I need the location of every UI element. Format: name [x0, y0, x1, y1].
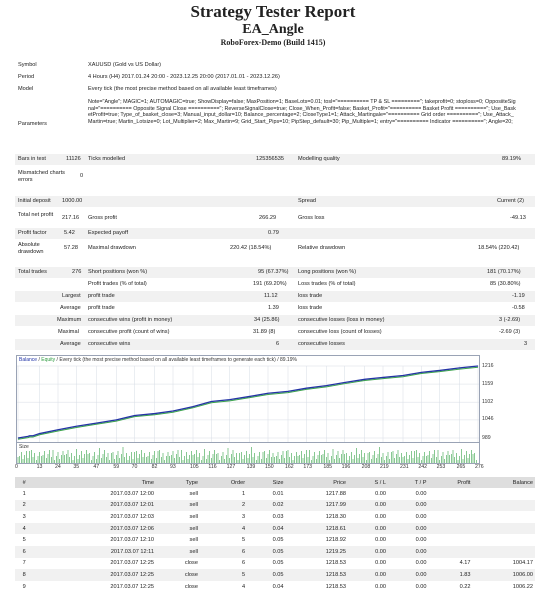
deal-cell: 0.00 [388, 569, 429, 581]
deal-cell: 2017.03.07 12:25 [110, 583, 154, 590]
deals-header-cell: Time [33, 477, 156, 488]
avg-cons-wins-value: 6 [276, 341, 280, 347]
x-tick-label: 150 [265, 464, 274, 470]
largest-profit-value: 11.12 [264, 293, 278, 299]
abs-drawdown-label: Absolute drawdown [18, 242, 44, 255]
deal-cell: close [184, 583, 198, 590]
x-tick-label: 116 [208, 464, 217, 470]
spread-label: Spread [298, 198, 317, 204]
deal-cell: 1004.17 [512, 560, 533, 567]
maximal-profit-value: 31.89 (8) [253, 329, 276, 335]
deal-cell: 0.00 [375, 490, 386, 497]
deal-cell: 0.00 [375, 537, 386, 544]
deal-cell: 0.00 [415, 513, 427, 520]
deals-header-cell: Order [200, 477, 247, 488]
deal-cell: 2017.03.07 12:03 [110, 513, 154, 520]
spread-value: Current (2) [497, 198, 525, 204]
avg-cons-wins-label: consecutive wins [88, 341, 131, 347]
mismatch-value: 0 [80, 173, 84, 179]
deal-cell: 1.83 [428, 569, 472, 581]
loss-trades-label: Loss trades (% of total) [298, 281, 356, 287]
deal-cell: sell [156, 500, 200, 512]
profit-trades-label: Profit trades (% of total) [88, 281, 147, 287]
deals-header-cell: S / L [348, 477, 388, 488]
deal-cell: 0.04 [247, 523, 285, 535]
deal-cell: 0.00 [415, 537, 427, 544]
deal-cell: 5 [200, 569, 247, 581]
deal-row [15, 558, 535, 570]
y-tick-label: 1216 [482, 362, 494, 369]
deal-row [15, 488, 535, 500]
x-tick-label: 59 [113, 464, 120, 470]
average-loss-value: -0.58 [512, 305, 525, 311]
net-profit-value: 217.16 [62, 215, 80, 221]
x-tick-label: 70 [131, 464, 138, 470]
x-tick-label: 185 [323, 464, 332, 470]
deal-cell: 0.00 [388, 523, 429, 535]
deal-row [15, 500, 535, 512]
deal-cell: 0.00 [375, 513, 386, 520]
deal-cell: 2017.03.07 12:06 [33, 523, 156, 535]
deal-cell: sell [189, 513, 198, 520]
x-tick-label: 47 [93, 464, 100, 470]
deal-cell: 2017.03.07 12:01 [33, 500, 156, 512]
largest-label: Largest [62, 293, 81, 299]
deals-table [15, 477, 535, 592]
chart-title-balance: Balance [19, 357, 38, 363]
ticks-value: 125356535 [256, 156, 284, 162]
deals-header-row [15, 477, 535, 488]
gross-loss-value: -49.13 [510, 215, 526, 221]
deal-cell: 0.05 [272, 560, 284, 567]
x-tick-label: 24 [55, 464, 61, 470]
x-tick-label: 196 [341, 464, 351, 470]
deal-cell: 1219.25 [286, 546, 348, 558]
deals-header-cell: Balance [472, 477, 535, 488]
deal-cell [472, 500, 535, 512]
deal-cell: 1006.00 [472, 569, 535, 581]
x-tick-label: 276 [475, 464, 484, 470]
deals-header-cell: # [15, 477, 33, 488]
short-positions-label: Short positions (won %) [88, 269, 148, 275]
deal-cell: 1218.61 [286, 523, 348, 535]
model-label: Model [18, 86, 34, 92]
deal-cell: 5 [22, 537, 26, 544]
deal-cell [472, 546, 535, 558]
deal-cell: 2017.03.07 12:25 [33, 569, 156, 581]
max-cons-wins-value: 34 (25.86) [254, 317, 280, 323]
symbol-value: XAUUSD (Gold vs US Dollar) [88, 62, 162, 68]
deal-row [15, 523, 535, 535]
deal-cell: 2017.03.07 12:00 [110, 490, 154, 497]
x-tick-label: 242 [418, 464, 427, 470]
x-tick-label: 105 [190, 464, 199, 470]
average-profit-value: 1.39 [268, 305, 279, 311]
expected-payoff-value: 0.79 [268, 230, 279, 236]
deal-cell [472, 523, 535, 535]
y-tick-label: 1159 [482, 380, 494, 387]
expert-name: EA_Angle [242, 22, 304, 37]
deal-cell [428, 488, 472, 500]
report-title: Strategy Tester Report [190, 2, 356, 21]
maximal-label: Maximal [58, 329, 79, 335]
deal-cell: 2 [15, 500, 33, 512]
deal-cell: 2017.03.07 12:10 [110, 537, 154, 544]
deal-cell: 3 [242, 513, 246, 520]
deal-cell: 0.00 [388, 500, 429, 512]
rel-drawdown-label: Relative drawdown [298, 245, 346, 251]
x-tick-label: 13 [36, 464, 43, 470]
x-tick-label: 253 [436, 464, 446, 470]
maximum-label: Maximum [57, 317, 82, 323]
deal-row [15, 511, 535, 523]
x-tick-label: 35 [73, 464, 80, 470]
deal-cell: 1218.53 [325, 560, 346, 567]
x-tick-label: 127 [226, 464, 236, 470]
deals-header-cell: Price [286, 477, 348, 488]
max-drawdown-label: Maximal drawdown [88, 245, 136, 251]
deal-cell: close [184, 560, 198, 567]
deal-cell [428, 523, 472, 535]
largest-loss-label: loss trade [298, 293, 323, 299]
deal-cell: 1217.99 [286, 500, 348, 512]
average-loss-label: loss trade [298, 305, 323, 311]
x-tick-label: 139 [246, 464, 256, 470]
chart-title-rest: / Every tick (the most precise method based on all available least timeframes to generate each tick) / 89.19% [56, 357, 297, 363]
deal-cell: 4 [15, 523, 33, 535]
size-chart [16, 442, 480, 464]
deal-cell: 2 [200, 500, 247, 512]
server-build: RoboForex-Demo (Build 1415) [220, 38, 326, 47]
quality-value: 89.19% [502, 156, 521, 162]
quality-label: Modelling quality [298, 156, 340, 162]
deals-body [15, 488, 535, 592]
y-tick-label: 1102 [482, 398, 494, 405]
x-tick-label: 265 [456, 464, 466, 470]
deal-cell: sell [156, 523, 200, 535]
chart-title-separator: / [38, 357, 40, 363]
deal-cell: 6 [242, 560, 246, 567]
gross-profit-label: Gross profit [88, 215, 117, 221]
deal-cell [428, 534, 472, 546]
equity-line [18, 367, 478, 439]
deal-cell: 0.00 [375, 560, 386, 567]
short-positions-value: 95 (67.37%) [258, 269, 289, 275]
deal-cell: 0.00 [388, 546, 429, 558]
deal-cell: 4.17 [459, 560, 471, 567]
deal-cell [472, 511, 535, 523]
deal-cell: 6 [200, 546, 247, 558]
deal-cell: 8 [15, 569, 33, 581]
deal-cell: 0.22 [459, 583, 471, 590]
largest-profit-label: profit trade [88, 293, 115, 299]
deal-cell: 3 [22, 513, 26, 520]
deals-header-cell: Type [156, 477, 200, 488]
max-cons-wins-label: consecutive wins (profit in money) [88, 317, 173, 323]
max-cons-losses-label: consecutive losses (loss in money) [298, 317, 385, 323]
period-value: 4 Hours (H4) 2017.01.24 20:00 - 2023.12.25 20:00 (2017.01.01 - 2023.12.26) [88, 74, 280, 80]
deal-cell: 0.00 [415, 583, 427, 590]
deal-cell: 1218.30 [325, 513, 346, 520]
balance-chart [16, 355, 480, 443]
chart-title-equity: Equity [41, 357, 56, 363]
x-tick-label: 173 [303, 464, 312, 470]
average-profit-label: profit trade [88, 305, 115, 311]
summary-stripe [15, 196, 535, 207]
deal-cell: 1 [242, 490, 246, 497]
y-tick-label: 1046 [482, 416, 494, 423]
symbol-label: Symbol [18, 62, 37, 68]
x-tick-label: 93 [170, 464, 176, 470]
deal-row [15, 569, 535, 581]
deal-cell: 1006.22 [512, 583, 533, 590]
deals-header-cell: T / P [388, 477, 429, 488]
deposit-label: Initial deposit [18, 198, 51, 204]
deal-cell: 1218.53 [286, 569, 348, 581]
max-drawdown-value: 220.42 (18.54%) [230, 245, 272, 251]
chart-title [19, 357, 297, 363]
expected-payoff-label: Expected payoff [88, 230, 129, 236]
report-header [0, 2, 546, 49]
deal-row [15, 534, 535, 546]
deal-cell [472, 534, 535, 546]
deals-header-cell: Size [247, 477, 285, 488]
max-cons-losses-value: 3 (-2.69) [499, 317, 521, 323]
x-tick-label: 82 [151, 464, 158, 470]
profit-factor-value: 5.42 [64, 230, 75, 236]
deals-header-cell: Profit [428, 477, 472, 488]
deal-cell: 0.03 [272, 513, 284, 520]
deal-cell: 5 [242, 537, 246, 544]
ticks-label: Ticks modelled [88, 156, 126, 162]
loss-trades-value: 85 (30.80%) [490, 281, 521, 287]
mismatch-label: Mismatched charts errors [18, 170, 65, 183]
deal-row [15, 581, 535, 593]
deal-cell: 0.00 [348, 546, 388, 558]
deal-cell: 9 [22, 583, 26, 590]
deal-cell: 0.02 [247, 500, 285, 512]
avg-cons-losses-label: consecutive losses [298, 341, 345, 347]
gross-loss-label: Gross loss [298, 215, 325, 221]
deal-cell: 4 [200, 523, 247, 535]
deal-cell: 1218.53 [325, 583, 346, 590]
deal-cell: 1 [22, 490, 26, 497]
deal-cell: 1218.92 [325, 537, 346, 544]
y-tick-label: 989 [482, 434, 491, 441]
size-chart-plot [17, 443, 479, 463]
gross-profit-value: 266.29 [259, 215, 277, 221]
profit-trades-value: 191 (69.20%) [253, 281, 287, 287]
balance-chart-plot [17, 356, 479, 442]
deal-cell: 0.05 [247, 569, 285, 581]
deal-cell: 0.05 [247, 546, 285, 558]
model-value: Every tick (the most precise method based on all available least timeframes) [88, 86, 277, 92]
deal-cell: 2017.03.07 12:25 [110, 560, 154, 567]
x-tick-label: 0 [15, 464, 18, 470]
maximal-loss-label: consecutive loss (count of losses) [298, 329, 382, 335]
deal-cell [428, 511, 472, 523]
deal-cell: sell [189, 490, 198, 497]
deal-cell: 7 [22, 560, 26, 567]
deal-cell: 0.00 [348, 523, 388, 535]
long-positions-label: Long positions (won %) [298, 269, 357, 275]
deal-cell: 0.00 [415, 560, 427, 567]
deal-cell: 4 [242, 583, 246, 590]
avg-cons-losses-value: 3 [524, 341, 528, 347]
parameters-label: Parameters [18, 121, 47, 127]
average-label: Average [60, 305, 81, 311]
deal-cell [428, 546, 472, 558]
total-trades-value: 276 [72, 269, 82, 275]
rel-drawdown-value: 18.54% (220.42) [478, 245, 520, 251]
total-trades-label: Total trades [18, 269, 47, 275]
deal-cell [428, 500, 472, 512]
profit-factor-label: Profit factor [18, 230, 47, 236]
deal-cell: 0.00 [375, 583, 386, 590]
deal-cell: 0.05 [272, 537, 284, 544]
bars-label: Bars in test [18, 156, 46, 162]
deal-cell: 1217.88 [325, 490, 346, 497]
deal-row [15, 546, 535, 558]
avg-cons-label: Average [60, 341, 81, 347]
deal-cell: sell [156, 546, 200, 558]
deal-cell: 2017.03.07 12:11 [33, 546, 156, 558]
largest-loss-value: -1.19 [512, 293, 525, 299]
deal-cell [472, 488, 535, 500]
maximal-loss-value: -2.69 (3) [499, 329, 521, 335]
deal-cell: 0.04 [272, 583, 284, 590]
deposit-value: 1000.00 [62, 198, 83, 204]
size-label: Size [19, 444, 29, 450]
abs-drawdown-value: 57.28 [64, 245, 78, 251]
x-tick-label: 162 [285, 464, 294, 470]
deal-cell: 0.01 [272, 490, 284, 497]
x-tick-label: 231 [400, 464, 409, 470]
deal-cell: 0.00 [415, 490, 427, 497]
long-positions-value: 181 (70.17%) [487, 269, 521, 275]
parameters-text: Note="Angle"; MAGIC=1; AUTOMAGIC=true; ShowDisplay=false; MaxPosition=1; BaseLots=0.01; tosl="========== TP & SL ========="; takeprofit=0; stoploss=0; OpposiiteSignal="========== Opposite Signal Close =========="; ReverseSignalClose=true; Close_When_Profit=false; Basket_Profit="========== Basket Profit =========="; Use_BasketProfit=true; Type_of_basket_close=3; Manual_input_dollar=10; Balance_percentage=2; CloseType1=1; Attack_Martingale="========== Grid order =========="; Use_Attack_Martin=true; Martin_Lotsize=0; Lot_Multiplier=2; Max_Martin=9; Grid_Start_Pips=10; PipStep_default=30; Pip_Multiple=1; entry="========== Indicator =========="; Angle=20; [88, 99, 516, 125]
bars-value: 11126 [66, 156, 81, 162]
deal-cell: 0.00 [348, 500, 388, 512]
x-tick-label: 208 [361, 464, 371, 470]
net-profit-label: Total net profit [18, 212, 54, 218]
period-label: Period [18, 74, 35, 80]
deal-cell: 0.00 [348, 569, 388, 581]
x-tick-label: 219 [380, 464, 389, 470]
deal-cell: 6 [15, 546, 33, 558]
maximal-profit-label: consecutive profit (count of wins) [88, 329, 170, 335]
deal-cell: sell [189, 537, 198, 544]
deal-cell: close [156, 569, 200, 581]
